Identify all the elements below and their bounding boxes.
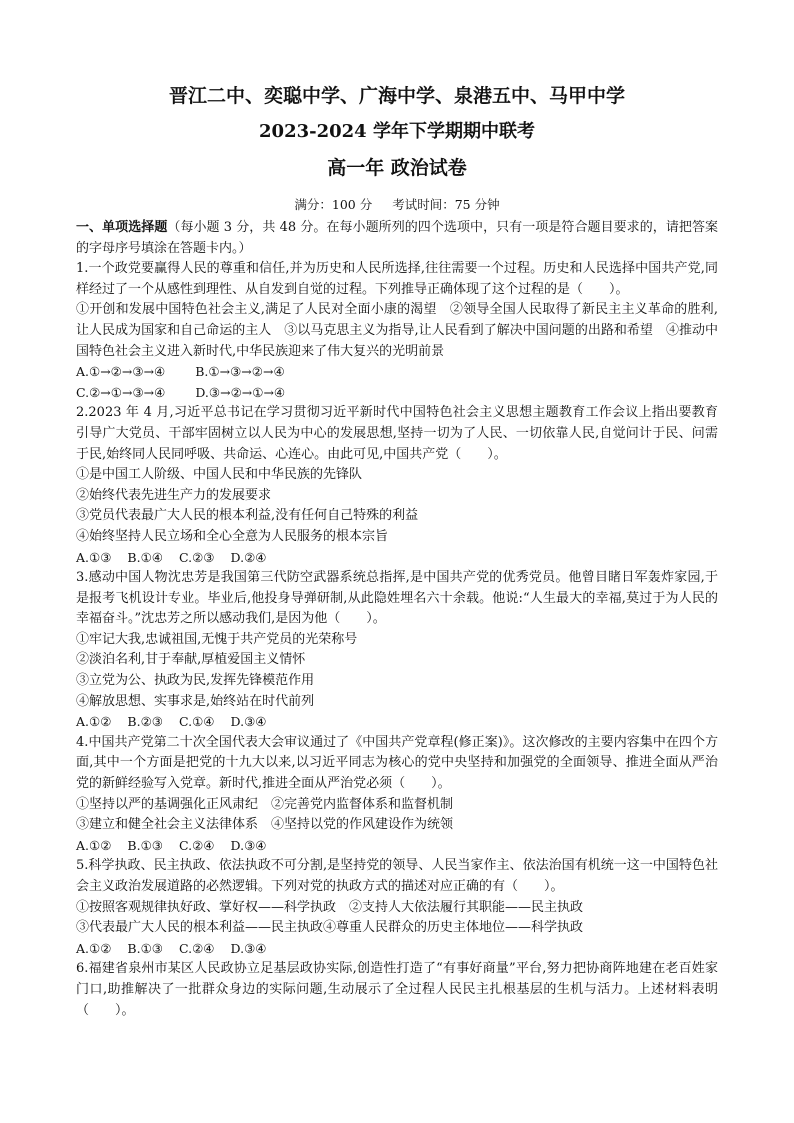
question-stem: 2.2023 年 4 月,习近平总书记在学习贯彻习近平新时代中国特色社会主义思想主题教育工作会议上指出要教育引导广大党员、干部牢固树立以人民为中心的发展思想,坚持一切为了人民、一切依靠人民,自觉问计于民、问需于民,始终同人民同呼吸、共命运、心连心。由此可见,中国共产党（ ）。: [76, 405, 718, 462]
option-c: C.①④: [179, 714, 215, 730]
option-c: C.②→①→③→④: [76, 384, 166, 400]
option-d: D.③④: [230, 837, 267, 853]
subject-title: 高一年 政治试卷: [327, 157, 467, 179]
option-a: A.①②: [76, 837, 112, 853]
option-row: [76, 836, 718, 857]
option-row: [76, 939, 718, 960]
option-b: B.①④: [127, 549, 163, 565]
statement-pair-2: ③代表最广大人民的根本利益——民主执政④尊重人民群众的历史主体地位——科学执政: [76, 920, 584, 936]
statement-2: ②淡泊名利,甘于奉献,厚植爱国主义情怀: [76, 652, 306, 668]
exam-title: 2023-2024 学年下学期期中联考: [259, 121, 535, 142]
option-b: B.①③: [127, 940, 163, 956]
option-row: [76, 712, 718, 733]
section-instruction-text: （每小题 3 分，共 48 分。在每小题所列的四个选项中，只有一项是符合题目要求的，请把答案的字母序号填涂在答题卡内。）: [76, 220, 718, 256]
option-c: C.②④: [179, 940, 215, 956]
option-a: A.①②: [76, 714, 112, 730]
option-b: B.②③: [127, 714, 163, 730]
statement-pair-1: ①坚持以严的基调强化正风肃纪 ②完善党内监督体系和监督机制: [76, 796, 454, 812]
statement-pair-1: ①按照客观规律执好政、掌好权——科学执政 ②支持人大依法履行其职能——民主执政: [76, 899, 584, 915]
full-score: 满分：100 分: [294, 197, 373, 212]
statement-1: ①是中国工人阶级、中国人民和中华民族的先锋队: [76, 467, 363, 483]
statement-4: ④解放思想、实事求是,始终站在时代前列: [76, 693, 315, 709]
option-d: D.③④: [230, 940, 267, 956]
option-a: A.①③: [76, 549, 112, 565]
option-row: [76, 362, 718, 383]
schools-title: 晋江二中、奕聪中学、广海中学、泉港五中、马甲中学: [168, 85, 625, 107]
option-c: C.②③: [179, 549, 215, 565]
question-stem: 6.福建省泉州市某区人民政协立足基层政协实际,创造性打造了“有事好商量”平台,努力把协商阵地建在老百姓家门口,助推解决了一批群众身边的实际问题,生动展示了全过程人民民主扎根基层的生机与活力。上述材料表明（ ）。: [76, 961, 718, 1018]
exam-time: 考试时间：75 分钟: [392, 197, 500, 212]
question-stem: 5.科学执政、民主执政、依法执政不可分割,是坚持党的领导、人民当家作主、依法治国有机统一这一中国特色社会主义政治发展道路的必然逻辑。下列对党的执政方式的描述对应正确的有（ ）。: [76, 858, 718, 894]
question-stem: 4.中国共产党第二十次全国代表大会审议通过了《中国共产党章程(修正案)》。这次修改的主要内容集中在四个方面,其中一个方面是把党的十九大以来,以习近平同志为核心的党中央坚持和加强党的全面领导、推进全面从严治党的新鲜经验写入党章。新时代,推进全面从严治党必须（ ）。: [76, 734, 718, 792]
option-d: D.②④: [230, 549, 267, 565]
statement-pair-2: ③建立和健全社会主义法律体系 ④坚持以党的作风建设作为统领: [76, 817, 454, 833]
option-row: [76, 383, 718, 404]
option-a: A.①②: [76, 940, 112, 956]
question-5: [76, 856, 718, 959]
option-c: C.②④: [179, 837, 215, 853]
exam-meta: [76, 194, 718, 216]
option-row: [76, 548, 718, 569]
statement-2: ②始终代表先进生产力的发展要求: [76, 487, 272, 503]
option-d: D.③→②→①→④: [195, 384, 286, 400]
question-6: [76, 959, 718, 1021]
question-2: [76, 403, 718, 568]
option-b: B.①→③→②→④: [195, 364, 285, 380]
question-items: ①开创和发展中国特色社会主义,满足了人民对全面小康的渴望 ②领导全国人民取得了新民主主义革命的胜利,让人民成为国家和自己命运的主人 ③以马克思主义为指导,让人民看到了解决中国问题的出路和希望 ④推动中国特色社会主义进入新时代,中华民族迎来了伟大复兴的光明前景: [76, 302, 718, 359]
question-1: [76, 259, 718, 403]
question-3: [76, 568, 718, 733]
option-b: B.①③: [127, 837, 163, 853]
option-a: A.①→②→③→④: [76, 364, 166, 380]
question-4: [76, 733, 718, 857]
question-stem: 3.感动中国人物沈忠芳是我国第三代防空武器系统总指挥,是中国共产党的优秀党员。他曾目睹日军轰炸家园,于是报考飞机设计专业。毕业后,他投身导弹研制,从此隐姓埋名六十余载。他说:“人生最大的幸福,莫过于为人民的幸福奋斗。”沈忠芳之所以感动我们,是因为他（ ）。: [76, 570, 718, 627]
option-d: D.③④: [230, 714, 267, 730]
section-instructions: [76, 218, 718, 259]
question-stem: 1.一个政党要赢得人民的尊重和信任,并为历史和人民所选择,往往需要一个过程。历史和人民选择中国共产党,同样经过了一个从感性到理性、从自发到自觉的过程。下列推导正确体现了这个过程的是（ ）。: [76, 261, 718, 297]
statement-4: ④始终坚持人民立场和全心全意为人民服务的根本宗旨: [76, 528, 389, 544]
section-heading: 一、单项选择题: [76, 220, 168, 235]
statement-3: ③立党为公、执政为民,发挥先锋模范作用: [76, 673, 315, 689]
statement-3: ③党员代表最广大人民的根本利益,没有任何自己特殊的利益: [76, 508, 419, 524]
statement-1: ①牢记大我,忠诚祖国,无愧于共产党员的光荣称号: [76, 631, 358, 647]
